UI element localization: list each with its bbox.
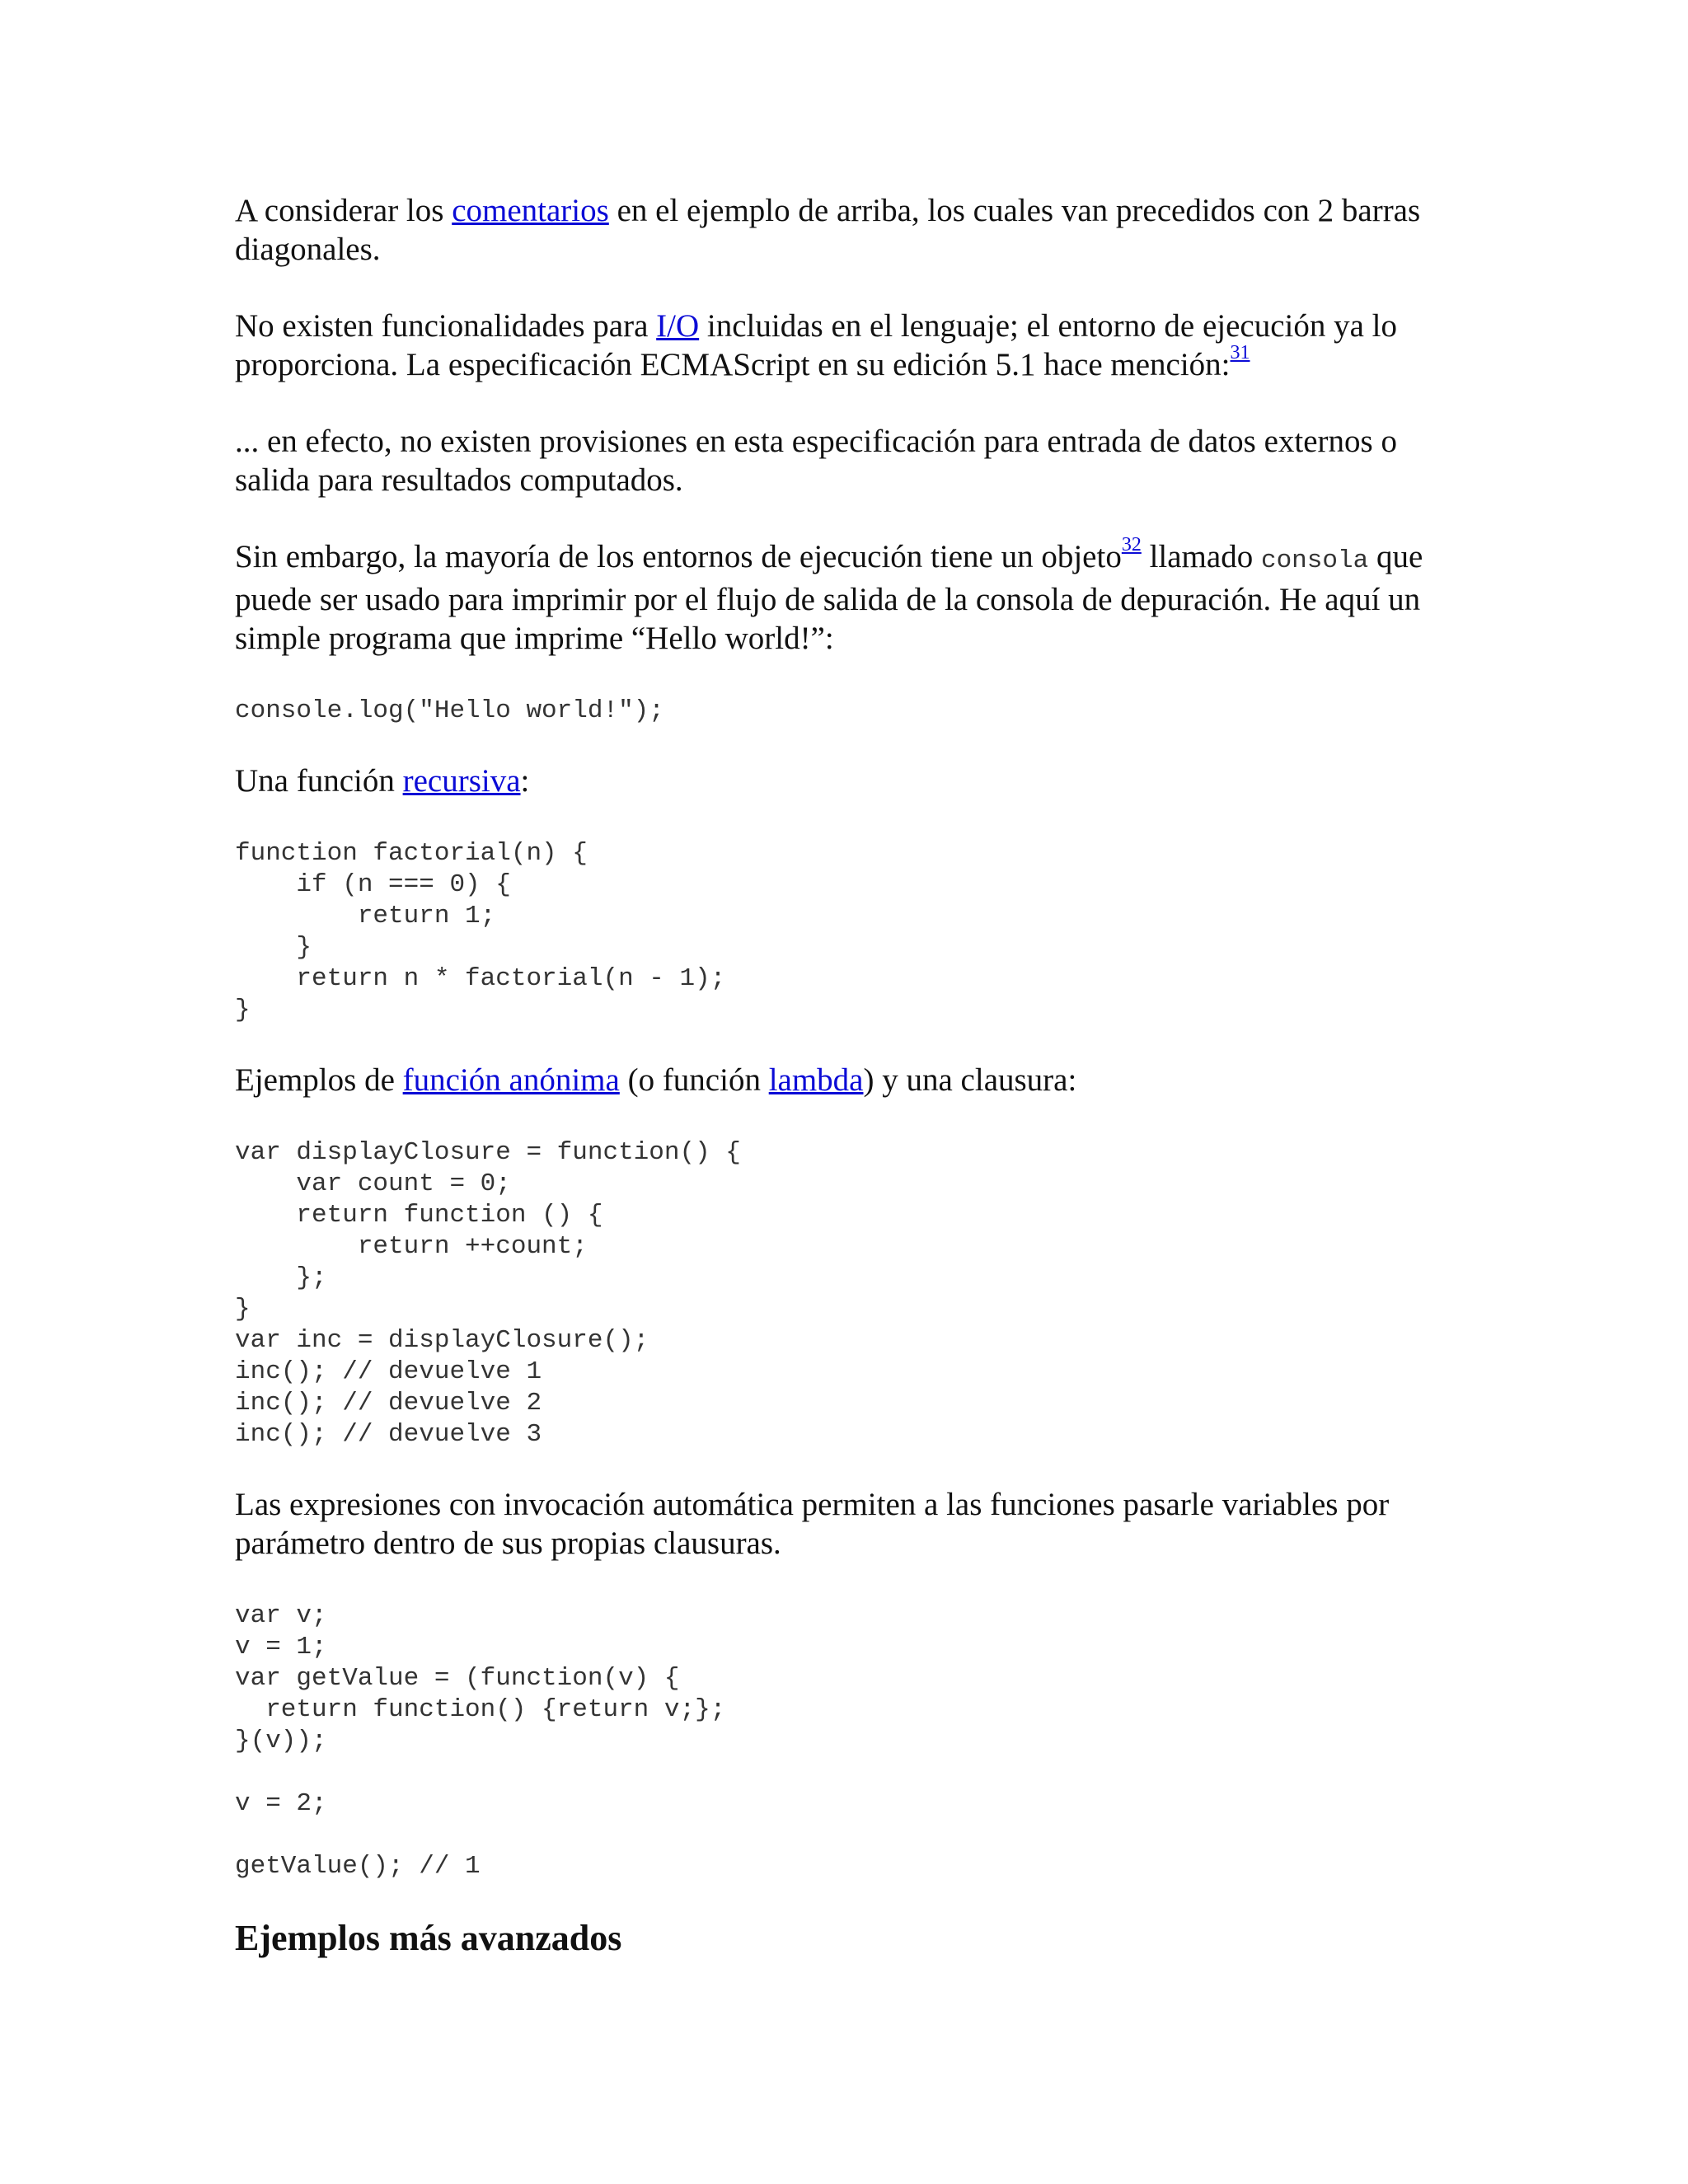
paragraph-console (235, 534, 1455, 658)
link-funcion-anonima[interactable]: función anónima (402, 1062, 620, 1098)
link-comentarios[interactable]: comentarios (452, 193, 609, 228)
footnote-link-32[interactable]: 32 (1121, 534, 1142, 555)
paragraph-text: A considerar los (235, 193, 452, 228)
paragraph-text: (o función (619, 1062, 769, 1098)
paragraph-text: que puede ser usado para imprimir por el flujo de salida de la consola de depuración. He aquí un simple programa que imprime “Hello world!”: (235, 539, 1423, 656)
code-block-factorial: function factorial(n) { if (n === 0) { return 1; } return n * factorial(n - 1); } (235, 839, 726, 1024)
paragraph-io (235, 307, 1455, 384)
code-block-hello-world: console.log("Hello world!"); (235, 696, 664, 725)
code-block-iife: var v; v = 1; var getValue = (function(v) { return function() {return v;}; }(v)); v = 2; getValue(); // 1 (235, 1601, 726, 1881)
paragraph-iife: Las expresiones con invocación automática permiten a las funciones pasarle variables por parámetro dentro de sus propias clausuras. (235, 1487, 1390, 1561)
link-io[interactable]: I/O (656, 308, 700, 344)
section-heading: Ejemplos más avanzados (235, 1918, 622, 1958)
paragraph-text: en el ejemplo de arriba, los cuales van precedidos con 2 barras diagonales. (235, 193, 1421, 267)
inline-code-consola: consola (1260, 546, 1369, 575)
paragraph-text: ) y una clausura: (863, 1062, 1077, 1098)
paragraph-text: llamado (1141, 539, 1261, 574)
paragraph-comments (235, 191, 1455, 269)
paragraph-text: incluidas en el lenguaje; el entorno de ejecución ya lo proporciona. La especificación ECMAScript en su edición 5.1 hace mención: (235, 308, 1397, 382)
footnote-link-31[interactable]: 31 (1230, 342, 1250, 363)
code-block-closure: var displayClosure = function() { var count = 0; return function () { return ++count; }; } var inc = displayClosure(); inc(); // devuelve 1 inc(); // devuelve 2 inc(); // devuelve 3 (235, 1138, 741, 1449)
link-recursiva[interactable]: recursiva (402, 763, 521, 799)
document-page (235, 191, 1455, 1960)
paragraph-anonymous (235, 1061, 1455, 1099)
paragraph-text: Ejemplos de (235, 1062, 403, 1098)
paragraph-text: Sin embargo, la mayoría de los entornos de ejecución tiene un objeto (235, 539, 1122, 574)
paragraph-quote: ... en efecto, no existen provisiones en esta especificación para entrada de datos externos o salida para resultados computados. (235, 424, 1397, 498)
paragraph-text: Una función (235, 763, 403, 799)
paragraph-text: No existen funcionalidades para (235, 308, 657, 344)
paragraph-recursive (235, 762, 1455, 800)
link-lambda[interactable]: lambda (768, 1062, 864, 1098)
paragraph-text: : (520, 763, 530, 799)
